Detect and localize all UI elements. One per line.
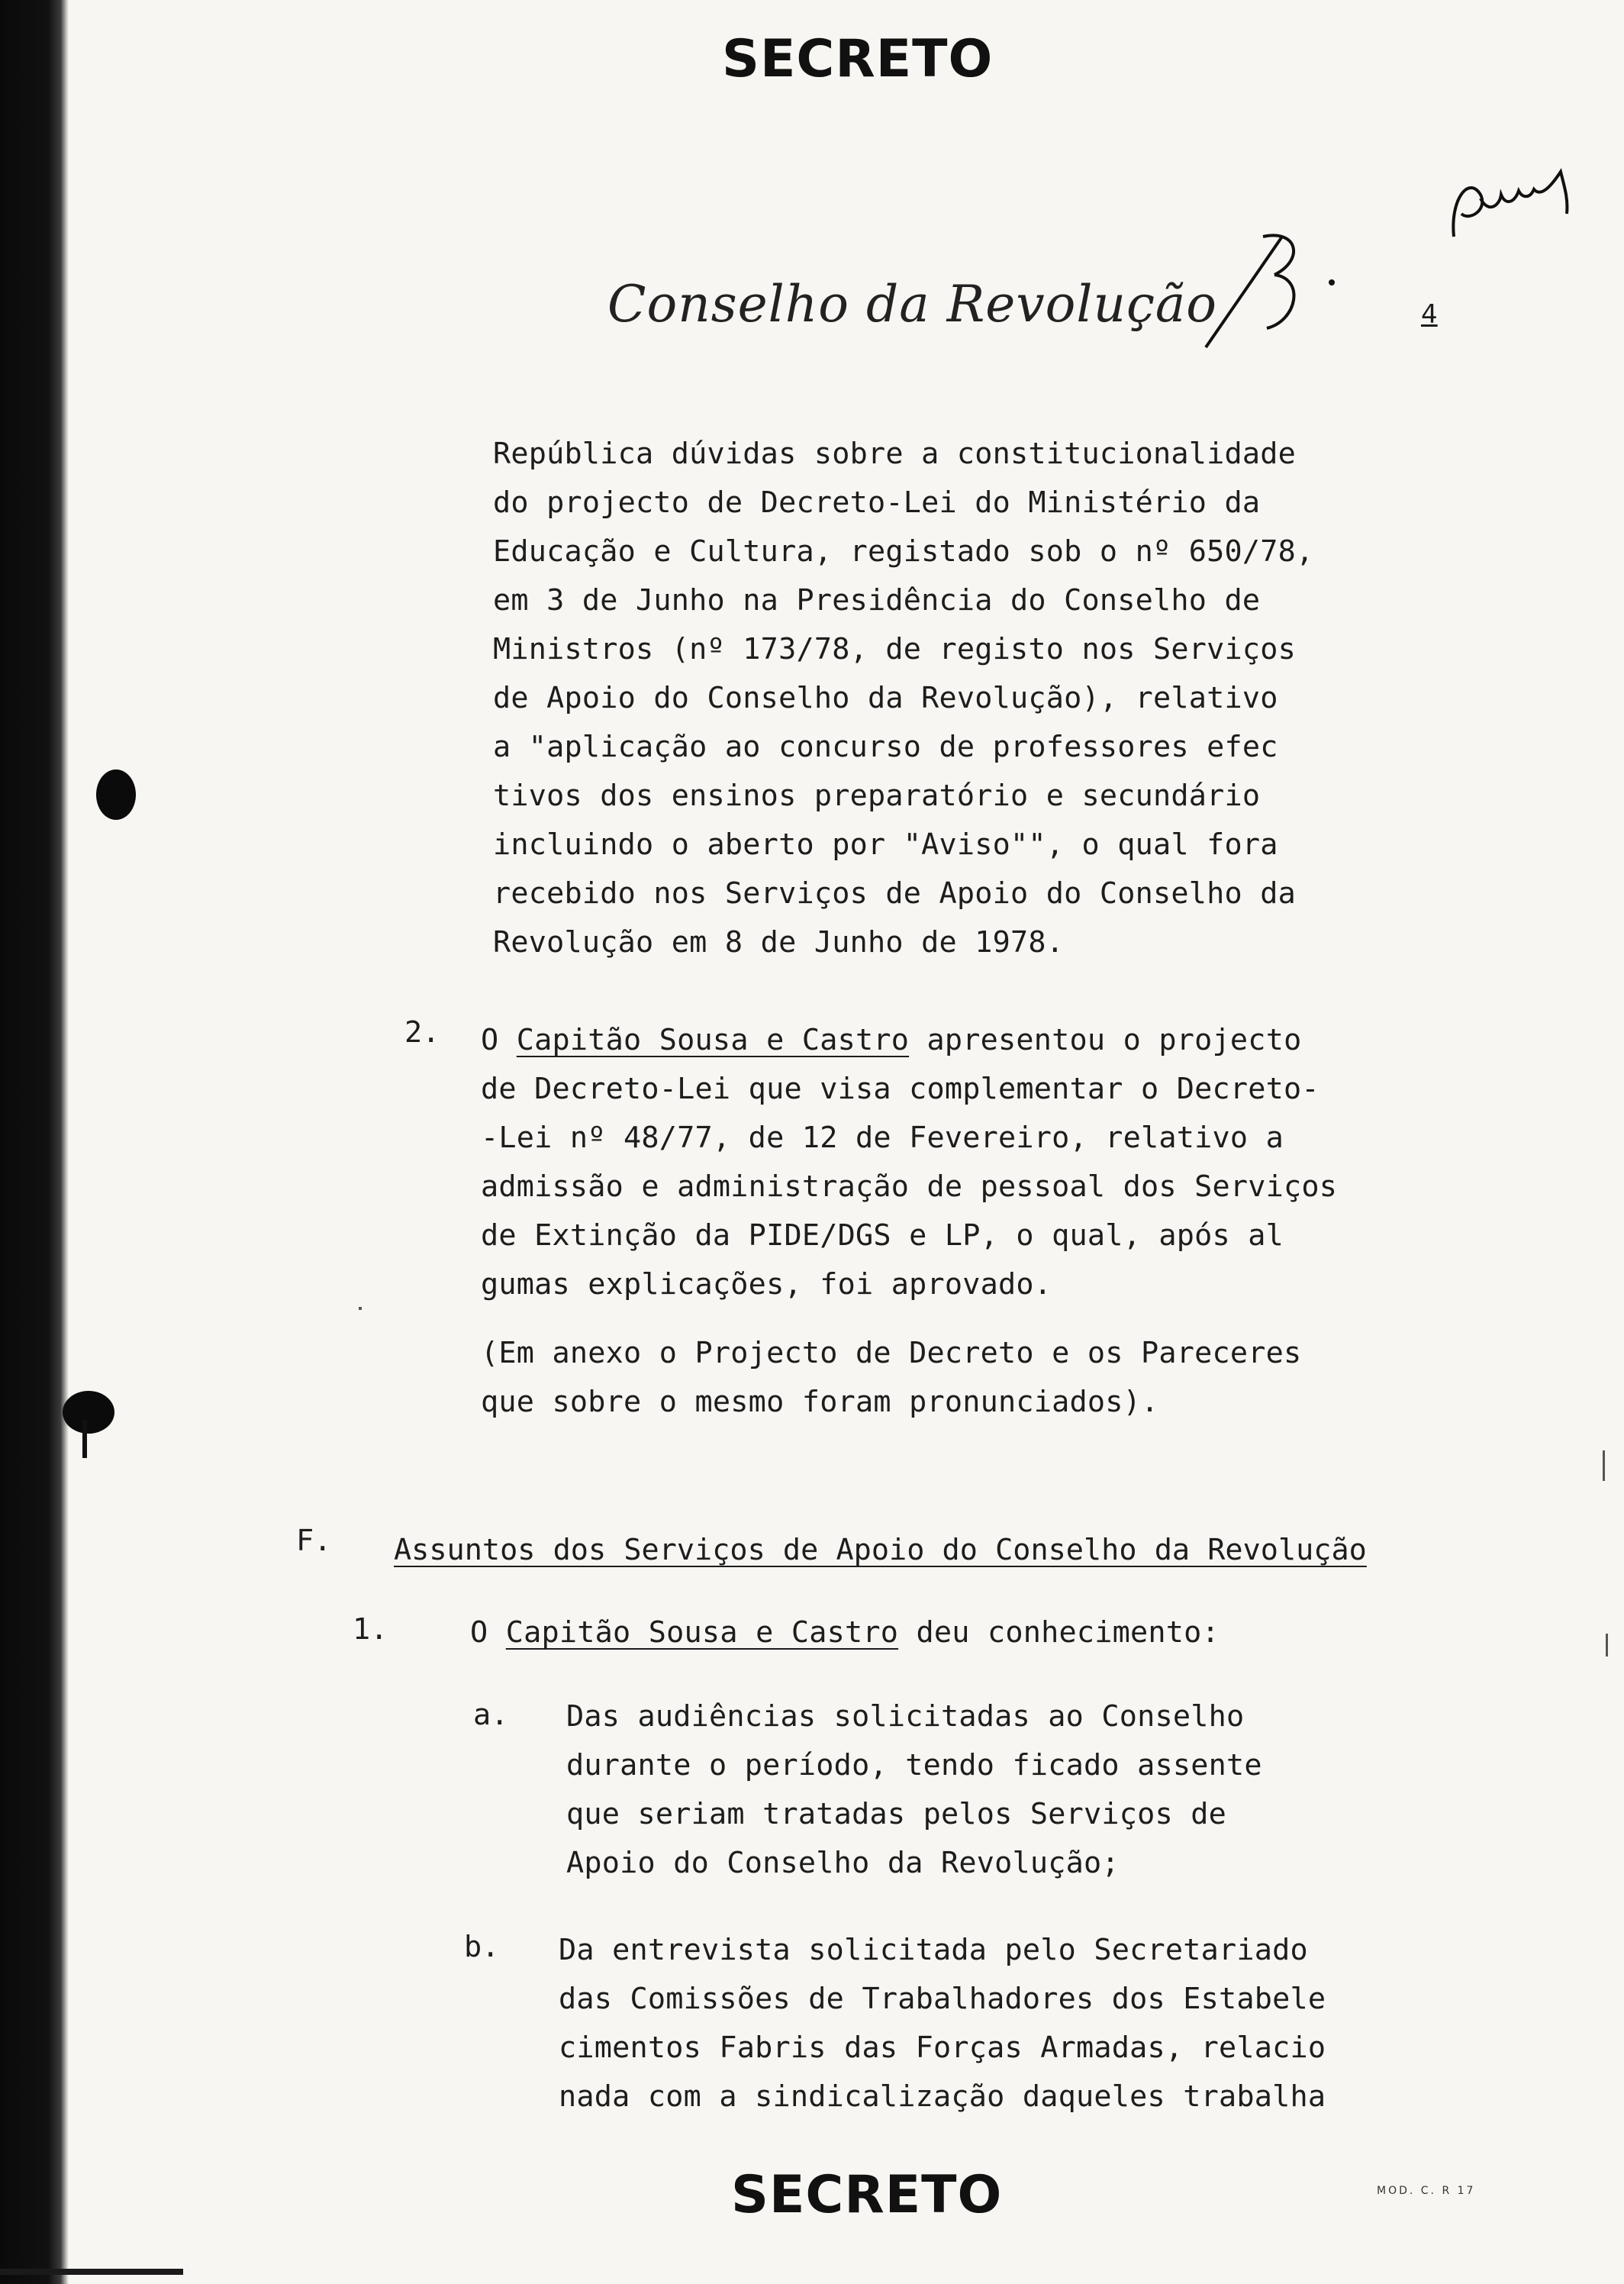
item-2-first-line (481, 1023, 1301, 1057)
page-number: 4 (1421, 299, 1438, 330)
person-name: Capitão Sousa e Castro (516, 1023, 910, 1057)
body-text-line: República dúvidas sobre a constitucionalidade (493, 437, 1297, 471)
text-prefix: O (470, 1615, 506, 1650)
body-text-line: a "aplicação ao concurso de professores efec (493, 730, 1278, 764)
body-text-line: gumas explicações, foi aprovado. (481, 1267, 1052, 1302)
body-text-line: em 3 de Junho na Presidência do Conselho de (493, 583, 1261, 618)
body-text-line: -Lei nº 48/77, de 12 de Fevereiro, relativo a (481, 1121, 1284, 1155)
body-text-line: tivos dos ensinos preparatório e secundário (493, 779, 1261, 813)
body-text-line: Das audiências solicitadas ao Conselho (566, 1699, 1245, 1734)
body-text-line: incluindo o aberto por "Aviso"", o qual fora (493, 827, 1278, 862)
item-number: 2. (404, 1015, 440, 1050)
body-text-line: de Extinção da PIDE/DGS e LP, o qual, após al (481, 1218, 1284, 1253)
sub-item-letter: a. (473, 1698, 509, 1732)
body-text-line: admissão e administração de pessoal dos Serviços (481, 1169, 1338, 1204)
annex-note-line: (Em anexo o Projecto de Decreto e os Pareceres (481, 1336, 1302, 1370)
sub-item-letter: b. (464, 1930, 500, 1964)
body-text-line: Revolução em 8 de Junho de 1978. (493, 925, 1065, 960)
punch-hole-bottom-tail (82, 1420, 87, 1458)
text-suffix: deu conhecimento: (898, 1615, 1220, 1650)
form-code: MOD. C. R 17 (1377, 2185, 1476, 2197)
body-text-line: Apoio do Conselho da Revolução; (566, 1846, 1120, 1880)
body-text-line: Ministros (nº 173/78, de registo nos Serviços (493, 632, 1297, 666)
section-letter: F. (296, 1524, 332, 1558)
body-text-line: das Comissões de Trabalhadores dos Estabele (559, 1982, 1326, 2016)
scan-speck (1606, 1634, 1608, 1657)
body-text-line: Da entrevista solicitada pelo Secretariado (559, 1933, 1308, 1967)
body-text-line: do projecto de Decreto-Lei do Ministério da (493, 486, 1261, 520)
punch-hole-bottom (63, 1391, 114, 1434)
body-text-line: recebido nos Serviços de Apoio do Conselho da (493, 876, 1297, 911)
punch-hole-top (96, 769, 136, 820)
classification-stamp-bottom: SECRETO (731, 2165, 1003, 2225)
body-text-line: de Decreto-Lei que visa complementar o Decreto- (481, 1072, 1320, 1106)
classification-stamp-top: SECRETO (722, 29, 994, 89)
scan-edge-shadow (0, 0, 69, 2284)
item-number: 1. (353, 1612, 388, 1647)
scan-bottom-mark (0, 2269, 183, 2275)
handwritten-signature (1446, 153, 1576, 252)
scan-speck (359, 1307, 362, 1310)
body-text-line: que seriam tratadas pelos Serviços de (566, 1797, 1227, 1831)
text-suffix: apresentou o projecto (909, 1023, 1302, 1057)
scan-speck (1603, 1450, 1605, 1481)
section-f-item-1-line (470, 1615, 1220, 1650)
council-letterhead: Conselho da Revolução (607, 275, 1218, 334)
handwritten-initials (1191, 206, 1343, 359)
person-name: Capitão Sousa e Castro (505, 1615, 899, 1650)
section-heading: Assuntos dos Serviços de Apoio do Conselho da Revolução (394, 1533, 1367, 1567)
annex-note-line: que sobre o mesmo foram pronunciados). (481, 1385, 1159, 1419)
text-prefix: O (481, 1023, 517, 1057)
body-text-line: Educação e Cultura, registado sob o nº 650/78, (493, 534, 1314, 569)
body-text-line: de Apoio do Conselho da Revolução), relativo (493, 681, 1278, 715)
body-text-line: nada com a sindicalização daqueles trabalha (559, 2079, 1326, 2114)
body-text-line: cimentos Fabris das Forças Armadas, relacio (559, 2031, 1326, 2065)
body-text-line: durante o período, tendo ficado assente (566, 1748, 1262, 1782)
